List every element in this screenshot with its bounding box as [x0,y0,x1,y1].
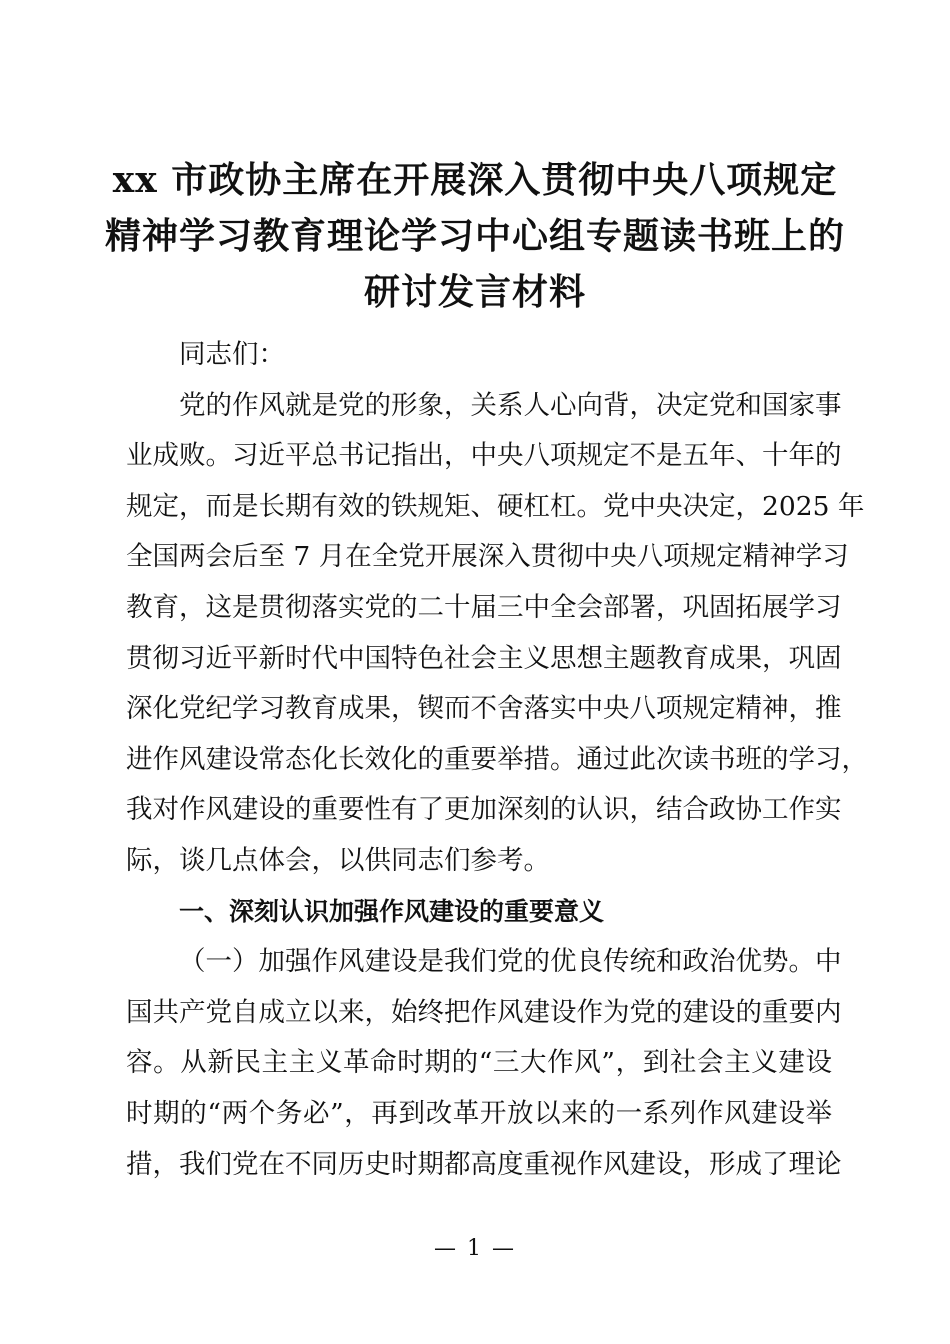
paragraph-line: 国共产党自成立以来，始终把作风建设作为党的建设的重要内 [126,996,842,1028]
title-line-2: 精神学习教育理论学习中心组专题读书班上的 [104,215,845,257]
paragraph-1 [126,381,868,887]
paragraph-line: 进作风建设常态化长效化的重要举措。通过此次读书班的学习， [126,743,868,775]
paragraph-line: 措，我们党在不同历史时期都高度重视作风建设，形成了理论 [126,1148,842,1180]
paragraph-line: 教育，这是贯彻落实党的二十届三中全会部署，巩固拓展学习 [126,591,842,623]
title-line-3: 研讨发言材料 [363,271,586,313]
title-line-1: xx 市政协主席在开展深入贯彻中央八项规定 [112,159,838,201]
paragraph-line: 我对作风建设的重要性有了更加深刻的认识，结合政协工作实 [126,794,842,826]
paragraph-2 [126,937,842,1190]
paragraph-line: 党的作风就是党的形象，关系人心向背，决定党和国家事 [179,389,842,421]
paragraph-line: 容。从新民主主义革命时期的“三大作风”，到社会主义建设 [126,1047,832,1079]
salutation: 同志们： [179,339,285,370]
paragraph-line: 贯彻习近平新时代中国特色社会主义思想主题教育成果，巩固 [126,642,842,674]
paragraph-line: （一）加强作风建设是我们党的优良传统和政治优势。中 [179,946,842,978]
document-body [126,330,868,1190]
paragraph-line: 业成败。习近平总书记指出，中央八项规定不是五年、十年的 [126,440,842,472]
document-title [100,152,850,320]
paragraph-line: 深化党纪学习教育成果，锲而不舍落实中央八项规定精神，推 [126,693,842,725]
paragraph-line: 全国两会后至 7 月在全党开展深入贯彻中央八项规定精神学习 [126,541,849,573]
paragraph-line: 时期的“两个务必”，再到改革开放以来的一系列作风建设举 [126,1097,832,1129]
section-heading: 一、深刻认识加强作风建设的重要意义 [179,896,605,926]
paragraph-line: 规定，而是长期有效的铁规矩、硬杠杠。党中央决定，2025 年 [126,490,865,522]
page-number: — 1 — [434,1236,516,1261]
paragraph-line: 际，谈几点体会，以供同志们参考。 [126,844,550,876]
